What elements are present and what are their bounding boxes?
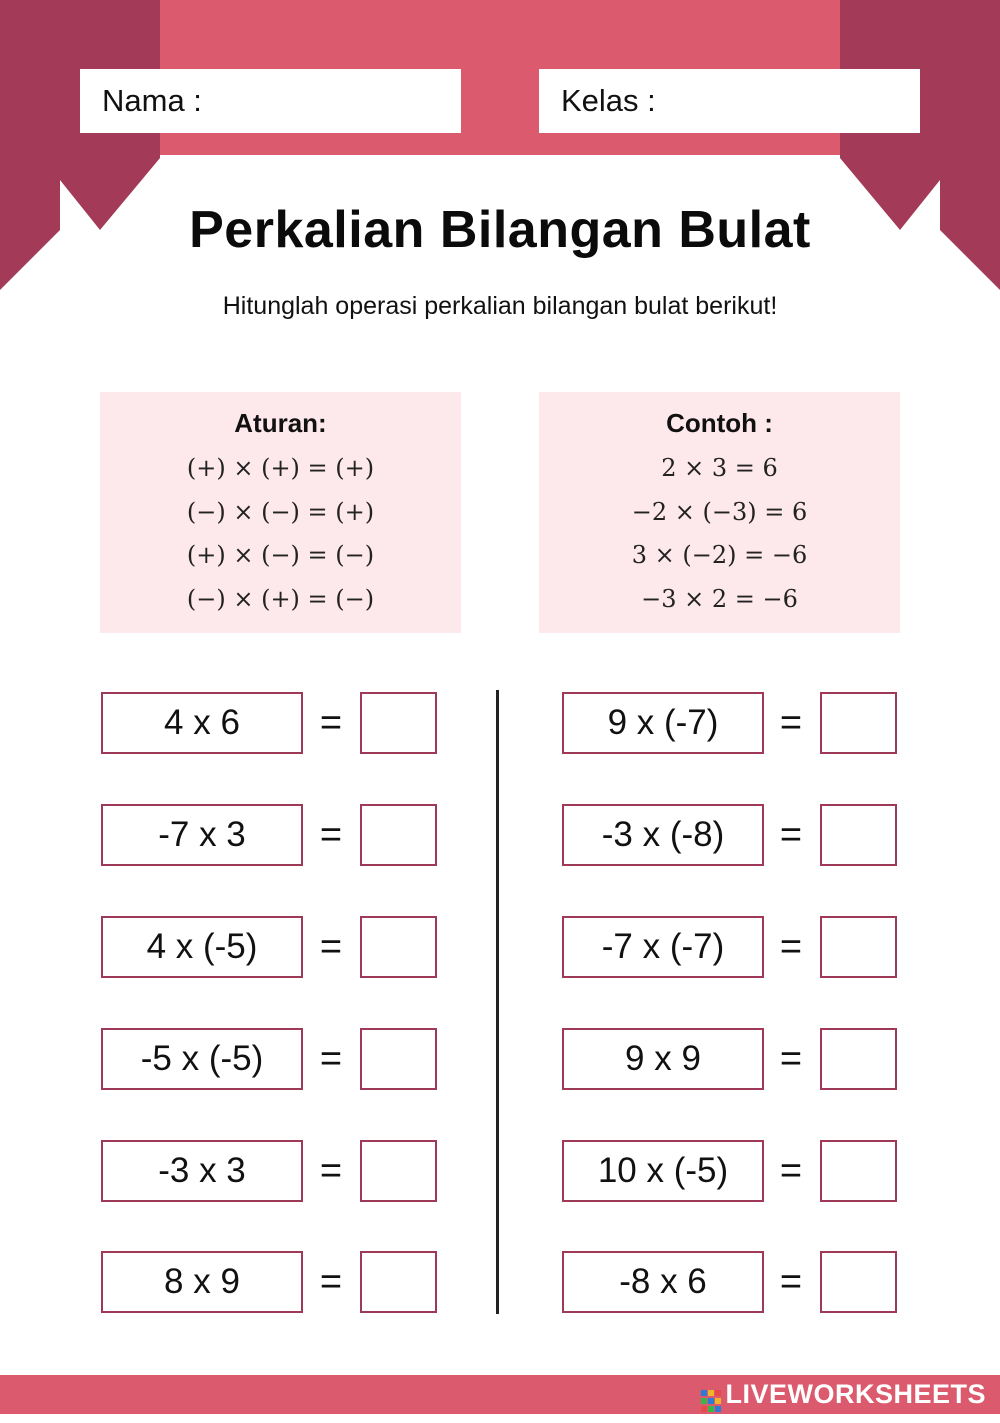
question-box: -7 x (-7) <box>562 916 764 978</box>
example-line: −3 × 2 = −6 <box>641 584 798 613</box>
name-label: Nama : <box>102 83 202 118</box>
answer-input[interactable] <box>360 916 437 978</box>
rule-line: (−) × (+) = (−) <box>186 584 375 613</box>
equals-sign: = <box>319 814 343 856</box>
class-label: Kelas : <box>561 83 656 118</box>
rules-heading: Aturan: <box>234 408 327 438</box>
equals-sign: = <box>779 926 803 968</box>
examples-heading: Contoh : <box>666 408 773 438</box>
equals-sign: = <box>779 1150 803 1192</box>
answer-input[interactable] <box>360 692 437 754</box>
answer-input[interactable] <box>360 1140 437 1202</box>
example-line: 2 × 3 = 6 <box>661 454 778 482</box>
question-box: 10 x (-5) <box>562 1140 764 1202</box>
question-box: -7 x 3 <box>101 804 303 866</box>
answer-input[interactable] <box>360 1251 437 1313</box>
answer-input[interactable] <box>360 804 437 866</box>
equals-sign: = <box>319 1150 343 1192</box>
equals-sign: = <box>779 1261 803 1303</box>
question-box: -3 x 3 <box>101 1140 303 1202</box>
instruction-text: Hitunglah operasi perkalian bilangan bulat berikut! <box>222 292 778 320</box>
example-line: −2 × (−3) = 6 <box>631 497 808 526</box>
rule-line: (+) × (+) = (+) <box>186 454 375 482</box>
answer-input[interactable] <box>820 1028 897 1090</box>
question-box: 9 x 9 <box>562 1028 764 1090</box>
brand-logo-link[interactable] <box>701 1375 986 1414</box>
question-box: -5 x (-5) <box>101 1028 303 1090</box>
question-box: 8 x 9 <box>101 1251 303 1313</box>
question-box: 4 x 6 <box>101 692 303 754</box>
equals-sign: = <box>319 1038 343 1080</box>
name-field[interactable] <box>80 69 461 133</box>
question-box: 4 x (-5) <box>101 916 303 978</box>
question-box: -3 x (-8) <box>562 804 764 866</box>
liveworksheets-logo-icon <box>701 1384 721 1406</box>
answer-input[interactable] <box>820 1251 897 1313</box>
class-field[interactable] <box>539 69 920 133</box>
answer-input[interactable] <box>820 1140 897 1202</box>
column-divider <box>496 690 499 1314</box>
example-line: 3 × (−2) = −6 <box>631 541 808 569</box>
question-box: 9 x (-7) <box>562 692 764 754</box>
equals-sign: = <box>319 702 343 744</box>
equals-sign: = <box>779 1038 803 1080</box>
equals-sign: = <box>779 814 803 856</box>
equals-sign: = <box>319 926 343 968</box>
equals-sign: = <box>319 1261 343 1303</box>
brand-name: LIVEWORKSHEETS <box>725 1379 986 1409</box>
answer-input[interactable] <box>820 692 897 754</box>
answer-input[interactable] <box>820 916 897 978</box>
answer-input[interactable] <box>360 1028 437 1090</box>
question-box: -8 x 6 <box>562 1251 764 1313</box>
equals-sign: = <box>779 702 803 744</box>
rule-line: (+) × (−) = (−) <box>186 541 375 569</box>
answer-input[interactable] <box>820 804 897 866</box>
page-title: Perkalian Bilangan Bulat <box>189 201 811 259</box>
rules-panel <box>100 392 461 633</box>
examples-panel <box>539 392 900 633</box>
rule-line: (−) × (−) = (+) <box>186 497 375 526</box>
